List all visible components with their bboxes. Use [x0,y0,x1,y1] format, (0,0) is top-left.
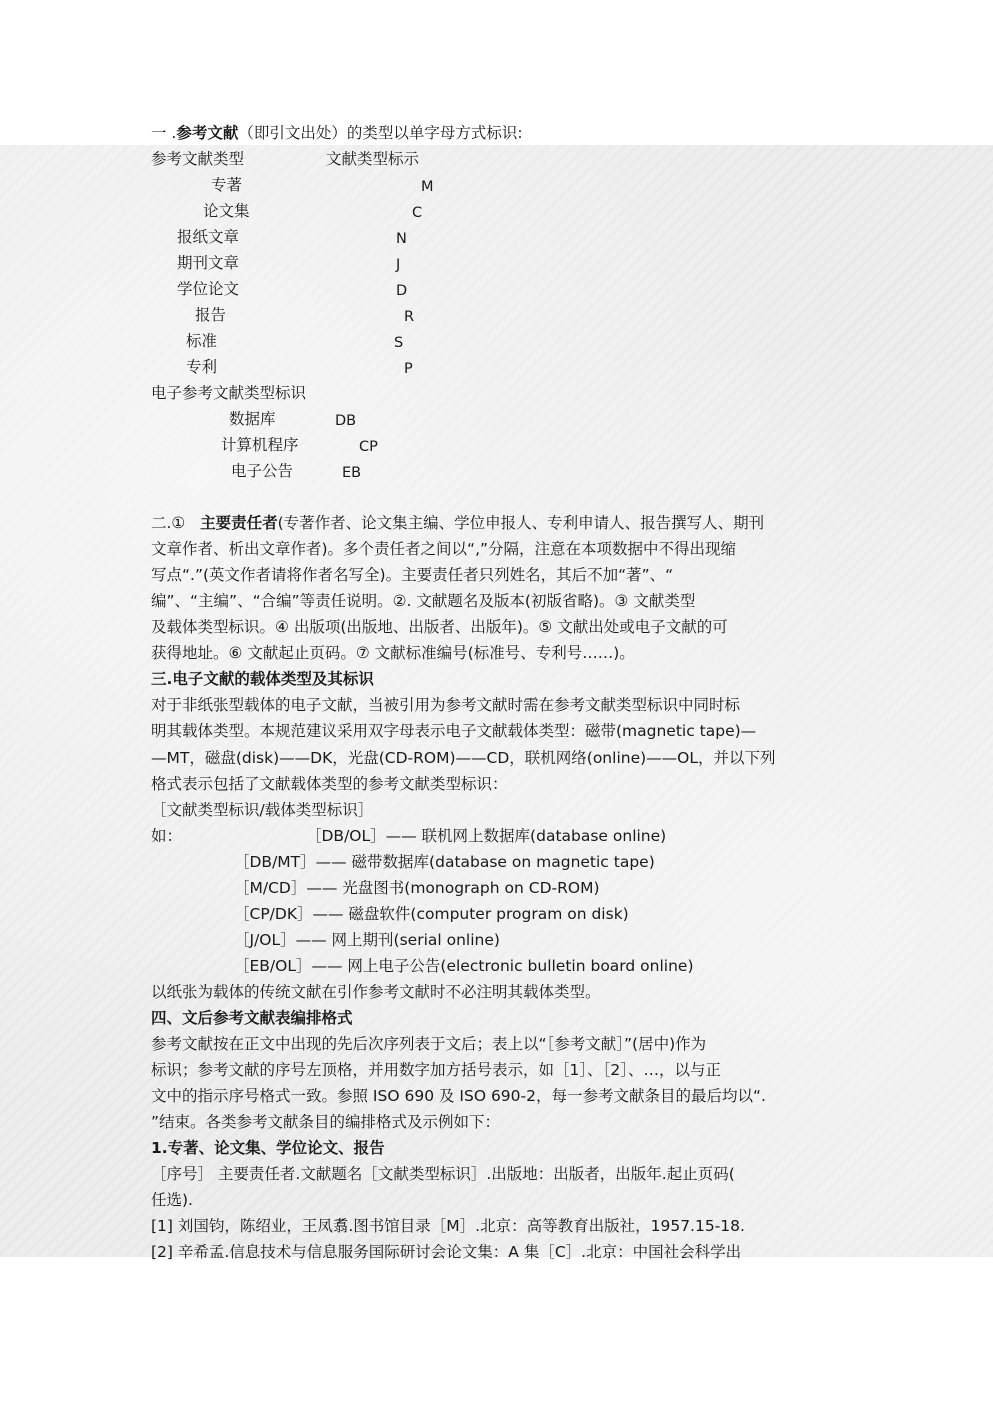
type-code: S [394,335,404,351]
section3-line: 明其载体类型。本规范建议采用双字母表示电子文献载体类型：磁带(magnetic tape)— [151,722,757,740]
carrier-example: ［DB/OL］—— 联机网上数据库(database online) [306,827,667,845]
type-name: 专著 [211,176,243,194]
section2-line: 写点“.”(英文作者请将作者名写全)。主要责任者只列姓名，其后不加“著”、“ [151,566,674,584]
section4-subheading: 1.专著、论文集、学位论文、报告 [151,1139,385,1157]
carrier-example: ［M/CD］—— 光盘图书(monograph on CD-ROM) [234,879,600,897]
electronic-code: EB [342,465,362,481]
section2-line: 编”、“主编”、“合编”等责任说明。②. 文献题名及版本(初版省略)。③ 文献类型 [151,592,696,610]
section4-line: ”结束。各类参考文献条目的编排格式及示例如下： [151,1113,501,1131]
carrier-example: ［EB/OL］—— 网上电子公告(electronic bulletin board online) [234,957,694,975]
electronic-code: CP [359,439,378,455]
electronic-name: 计算机程序 [221,436,299,454]
format-line: 任选). [151,1191,193,1209]
carrier-example: ［J/OL］—— 网上期刊(serial online) [234,931,500,949]
section2-bold: 主要责任者 [200,514,278,532]
type-code: D [396,283,408,299]
type-name: 报纸文章 [177,228,240,246]
type-code: P [404,361,413,377]
carrier-example: ［CP/DK］—— 磁盘软件(computer program on disk) [234,905,629,923]
section3-line: 格式表示包括了文献载体类型的参考文献类型标识： [151,775,508,793]
col-type-header: 参考文献类型 [151,150,245,168]
electronic-name: 数据库 [229,410,276,428]
heading-prefix: 一 . [151,124,177,142]
section3-format: ［文献类型标识/载体类型标识］ [151,801,374,819]
type-name: 学位论文 [177,280,240,298]
section2-rest: (专著作者、论文集主编、学位申报人、专利申请人、报告撰写人、期刊 [277,514,765,532]
section4-heading: 四、文后参考文献表编排格式 [151,1009,353,1027]
type-code: C [412,205,423,221]
section4-line: 文中的指示序号格式一致。参照 ISO 690 及 ISO 690-2，每一参考文献条目的最后均以“. [151,1087,766,1105]
section4-line: 标识；参考文献的序号左顶格，并用数字加方括号表示，如［1］、［2］、…，以与正 [151,1061,721,1079]
section2-line1 [151,513,764,533]
electronic-name: 电子公告 [231,462,294,480]
section3-line: 对于非纸张型载体的电子文献，当被引用为参考文献时需在参考文献类型标识中同时标 [151,696,741,714]
col-code-header: 文献类型标示 [326,150,420,168]
section3-line: —MT，磁盘(disk)——DK，光盘(CD-ROM)——CD，联机网络(online)——OL，并以下列 [151,749,776,767]
section2-prefix: 二.① [151,514,201,532]
section4-line: 参考文献按在正文中出现的先后次序列表于文后；表上以“［参考文献］”(居中)作为 [151,1035,707,1053]
electronic-code: DB [335,413,357,429]
section2-line: 文章作者、析出文章作者)。多个责任者之间以“,”分隔，注意在本项数据中不得出现缩 [151,540,737,558]
type-name: 标准 [186,332,218,350]
type-name: 期刊文章 [177,254,240,272]
section2-line: 获得地址。⑥ 文献起止页码。⑦ 文献标准编号(标准号、专利号……)。 [151,644,635,662]
type-name: 报告 [195,306,227,324]
electronic-title: 电子参考文献类型标识 [151,384,307,402]
section3-note: 以纸张为载体的传统文献在引作参考文献时不必注明其载体类型。 [151,983,601,1001]
carrier-example: ［DB/MT］—— 磁带数据库(database on magnetic tape) [234,853,655,871]
type-name: 专利 [186,358,218,376]
heading-rest: （即引文出处）的类型以单字母方式标识: [238,124,523,142]
type-code: R [404,309,415,325]
type-code: M [421,179,434,195]
format-line: ［序号］ 主要责任者.文献题名［文献类型标识］.出版地：出版者，出版年.起止页码( [151,1165,735,1183]
example-label: 如： [151,827,183,845]
section3-heading: 三.电子文献的载体类型及其标识 [151,670,374,688]
reference-entry: [2] 辛希孟.信息技术与信息服务国际研讨会论文集：A 集［C］.北京：中国社会科学出 [151,1243,742,1261]
heading-bold: 参考文献 [176,124,239,142]
section1-heading [151,123,523,143]
type-code: J [396,257,401,273]
reference-entry: [1] 刘国钧，陈绍业，王凤翥.图书馆目录［M］.北京：高等教育出版社，1957.15-18. [151,1217,745,1235]
section2-line: 及载体类型标识。④ 出版项(出版地、出版者、出版年)。⑤ 文献出处或电子文献的可 [151,618,728,636]
type-code: N [396,231,407,247]
type-name: 论文集 [203,202,250,220]
